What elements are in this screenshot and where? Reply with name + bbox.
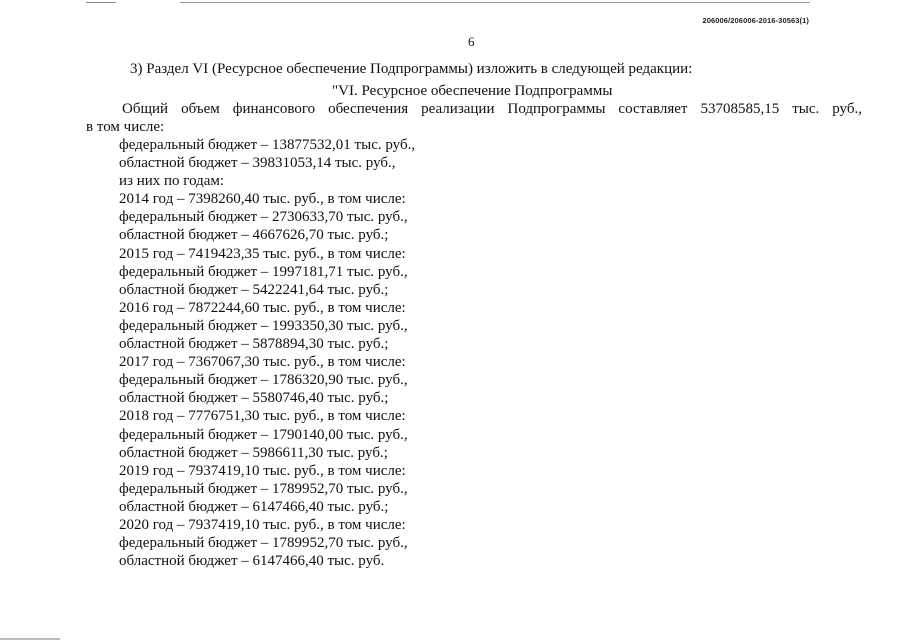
- funding-line: 2017 год – 7367067,30 тыс. руб., в том числе:: [119, 354, 406, 371]
- funding-line: федеральный бюджет – 2730633,70 тыс. руб.,: [119, 209, 408, 226]
- funding-line: областной бюджет – 5878894,30 тыс. руб.;: [119, 336, 389, 353]
- funding-line: областной бюджет – 5986611,30 тыс. руб.;: [119, 444, 388, 461]
- intro-line-2: в том числе:: [86, 119, 165, 135]
- document-id: 206006/206006-2016-30563(1): [702, 16, 809, 25]
- intro-line-1: Общий объем финансового обеспечения реализации Подпрограммы составляет 53708585,15 тыс. руб.,: [122, 101, 862, 117]
- section-title: "VI. Ресурсное обеспечение Подпрограммы: [332, 83, 613, 99]
- funding-line: областной бюджет – 5422241,64 тыс. руб.;: [119, 281, 389, 298]
- funding-line: областной бюджет – 6147466,40 тыс. руб.;: [119, 498, 389, 515]
- intro-paragraph: [86, 100, 862, 136]
- funding-line: из них по годам:: [119, 173, 225, 190]
- amendment-instruction: 3) Раздел VI (Ресурсное обеспечение Подпрограммы) изложить в следующей редакции:: [130, 61, 693, 77]
- funding-line: 2014 год – 7398260,40 тыс. руб., в том числе:: [119, 191, 406, 208]
- funding-line: федеральный бюджет – 1786320,90 тыс. руб.,: [119, 372, 408, 389]
- funding-line: областной бюджет – 4667626,70 тыс. руб.;: [119, 227, 389, 244]
- scan-top-rule-left: [86, 2, 116, 3]
- funding-line: 2019 год – 7937419,10 тыс. руб., в том числе:: [119, 462, 406, 479]
- funding-line: областной бюджет – 39831053,14 тыс. руб.,: [119, 155, 396, 172]
- funding-line: 2015 год – 7419423,35 тыс. руб., в том числе:: [119, 245, 406, 262]
- funding-line: федеральный бюджет – 1789952,70 тыс. руб.,: [119, 480, 408, 497]
- funding-line: федеральный бюджет – 1993350,30 тыс. руб.,: [119, 317, 408, 334]
- scan-top-rule-right: [180, 2, 810, 3]
- funding-line: федеральный бюджет – 1790140,00 тыс. руб.,: [119, 426, 408, 443]
- funding-line: 2020 год – 7937419,10 тыс. руб., в том числе:: [119, 516, 406, 533]
- page-number: 6: [468, 34, 475, 49]
- funding-line: областной бюджет – 6147466,40 тыс. руб.: [119, 553, 385, 570]
- funding-line: федеральный бюджет – 13877532,01 тыс. руб.,: [119, 137, 416, 153]
- funding-line: федеральный бюджет – 1789952,70 тыс. руб.,: [119, 535, 408, 552]
- funding-breakdown-list: [119, 136, 415, 570]
- funding-line: областной бюджет – 5580746,40 тыс. руб.;: [119, 390, 389, 407]
- funding-line: 2016 год – 7872244,60 тыс. руб., в том числе:: [119, 299, 406, 316]
- funding-line: 2018 год – 7776751,30 тыс. руб., в том числе:: [119, 408, 406, 425]
- funding-line: федеральный бюджет – 1997181,71 тыс. руб.,: [119, 263, 408, 280]
